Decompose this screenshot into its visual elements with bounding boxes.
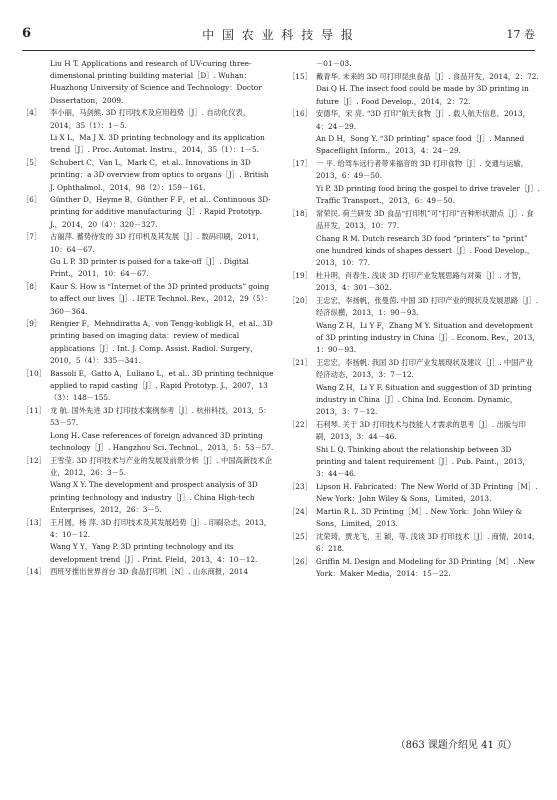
reference-number: ［21］ — [288, 357, 312, 367]
reference-entry — [288, 158, 540, 182]
reference-text: Schubert C，Van L，Mark C，et al.. Innovations in 3D printing：a 3D overview from optics to organs［J］. British J. Ophthalmol.，2014，98（2）：159－161. — [50, 158, 269, 192]
reference-entry — [22, 107, 274, 131]
reference-text: Gu L P. 3D printer is poised for a take-off［J］. Digital Print.，2011，10：64－67. — [50, 257, 249, 279]
reference-number: ［25］ — [288, 531, 312, 541]
reference-entry — [288, 233, 540, 270]
reference-text: 石利琴. 关于 3D 打印技术与技能人才需求的思考［J］. 出版与印刷，2013，3：44－46. — [316, 419, 526, 442]
reference-number: ［19］ — [288, 270, 312, 280]
reference-entry — [22, 132, 274, 156]
reference-entry — [288, 320, 540, 357]
reference-entry — [22, 157, 274, 194]
reference-entry — [288, 444, 540, 481]
reference-text: An D H，Song Y. “3D printing” space food［J］. Manned Spaceflight Inform.，2013，4：24－29. — [316, 134, 525, 156]
reference-text: 戴青华. 未来的 3D 可打印昆虫食品［J］. 食品开发，2014，2：72. — [316, 71, 539, 81]
reference-number: ［4］ — [22, 108, 42, 118]
left-column — [22, 58, 274, 579]
reference-entry — [22, 566, 274, 578]
reference-entry — [288, 481, 540, 505]
reference-entry — [288, 531, 540, 555]
reference-text: Liu H T. Applications and research of UV-curing three-dimensional printing building material［D］. Wuhan：Huazhong University of Science and Technology：Doctor Dissertation，2009. — [50, 59, 262, 105]
reference-entry — [22, 368, 274, 405]
reference-text: 杜升明，肖春生. 浅谈 3D 打印产业发展思路与对策［J］. 才智，2013，4：301－302. — [316, 270, 526, 293]
reference-text: Günther D，Heyme B，Günther F F，et al.. Continuous 3D-printing for additive manufacturing［J］. Rapid Prototyp. J.，2014，20（4）：320－327. — [50, 195, 271, 229]
reference-entry — [288, 357, 540, 381]
reference-entry — [22, 405, 274, 429]
reference-number: ［7］ — [22, 232, 42, 242]
reference-text: Long H. Case references of foreign advanced 3D printing technology［J］. Hangzhou Sci. Technol.，2013，5：53－57. — [50, 430, 274, 452]
reference-text: Rengier F，Mehndiratta A，von Tengg-kobligk H，et al.. 3D printing based on imaging data：review of medical applications［J］. Int. J. Comp. Assist. Radiol. Surgery，2010，5（4）：335－341. — [50, 319, 273, 365]
reference-entry — [288, 208, 540, 232]
reference-entry — [288, 58, 540, 70]
reference-number: ［15］ — [288, 71, 312, 81]
reference-text: Kaur S. How is “Internet of the 3D printed products” going to affect our lives［J］. IETE Technol. Rev.，2012，29（5）：360－364. — [50, 282, 272, 316]
reference-entry — [22, 455, 274, 479]
reference-entry — [288, 83, 540, 107]
reference-entry — [288, 556, 540, 580]
volume-label: 17 卷 — [506, 28, 535, 41]
reference-text: 王忠宏，李扬帆. 我国 3D 打印产业发展现状及建议［J］. 中国产业经济动态，2013，3：7－12. — [316, 357, 534, 380]
reference-entry — [288, 133, 540, 157]
reference-text: Wang Z H，Li Y F. Situation and suggestion of 3D printing industry in China［J］. China Ind. Econom. Dynamic，2013，3：7－12. — [316, 382, 532, 417]
page-number: 6 — [22, 26, 32, 41]
reference-text: 古丽萍. 蓄势待发的 3D 打印机及其发展［J］. 数码印刷，2011，10：64－67. — [50, 232, 264, 254]
reference-entry — [22, 430, 274, 454]
reference-number: ［5］ — [22, 158, 42, 168]
reference-text: －01－03. — [316, 59, 352, 68]
reference-entry — [22, 318, 274, 367]
reference-text: 李小丽，马剑熊. 3D 打印技术及应用趋势［J］. 自动化仪表，2014，35（1）：1－5. — [50, 108, 251, 130]
reference-entry — [288, 506, 540, 530]
reference-text: Yi P. 3D printing food bring the gospel to drive traveler［J］. Traffic Transport.，2013，6：49－50. — [316, 184, 540, 206]
reference-number: ［10］ — [22, 368, 46, 378]
reference-text: Shi L Q. Thinking about the relationship between 3D printing and talent requirement［J］. Pub. Paint.，2013，3：44－46. — [316, 444, 530, 479]
reference-entry — [288, 108, 540, 132]
reference-entry — [22, 194, 274, 231]
header-rule — [22, 50, 535, 51]
reference-entry — [288, 270, 540, 294]
reference-text: Bassoli E，Gatto A，Luliano L，et al.. 3D printing technique applied to rapid casting［J］. Rapid Prototyp. J.，2007，13（3）：148－155. — [50, 368, 274, 402]
page-header — [22, 26, 535, 48]
reference-text: Griffin M. Design and Modeling for 3D Printing［M］. New York：Maker Media，2014：15－22. — [316, 556, 535, 578]
reference-entry — [22, 58, 274, 107]
reference-entry — [288, 419, 540, 443]
reference-entry — [288, 71, 540, 83]
reference-text: Li X L，Ma J X. 3D printing technology and its application trend［J］. Proc. Automat. Instru.，2014，35（1）：1－5. — [50, 133, 265, 155]
reference-number: ［20］ — [288, 295, 312, 305]
reference-text: 龙 航. 国外先进 3D 打印技术案例参考［J］. 杭州科技，2013，5：53－57. — [50, 405, 271, 427]
reference-number: ［8］ — [22, 282, 42, 292]
reference-number: ［24］ — [288, 506, 312, 516]
reference-number: ［18］ — [288, 208, 312, 218]
reference-text: Dai Q H. The insect food could be made by 3D printing in future［J］. Food Develop.，2014，2：72. — [316, 84, 529, 106]
reference-entry — [22, 517, 274, 541]
reference-number: ［9］ — [22, 319, 42, 329]
reference-text: Wang Y Y，Yang P. 3D printing technology and its development trend［J］. Print. Field，2013，4：10－12. — [50, 542, 258, 564]
reference-number: ［11］ — [22, 405, 46, 415]
reference-number: ［13］ — [22, 517, 46, 527]
reference-number: ［22］ — [288, 419, 312, 429]
journal-title: 中 国 农 业 科 技 导 报 — [202, 28, 355, 42]
footer-note: （863 课题介绍见 41 页） — [395, 740, 517, 751]
reference-number: ［6］ — [22, 195, 42, 205]
reference-entry — [22, 231, 274, 255]
reference-entry — [22, 281, 274, 318]
reference-entry — [288, 183, 540, 207]
reference-number: ［14］ — [22, 567, 46, 577]
reference-text: 常荣民. 荷兰研发 3D 食品“打印机”可“打印”百种形状甜点［J］. 食品开发，2013，10：77. — [316, 208, 534, 231]
reference-entry — [22, 479, 274, 516]
right-column — [288, 58, 540, 581]
reference-entry — [288, 382, 540, 419]
reference-text: Wang Z H，Li Y F，Zhang M Y. Situation and development of 3D printing industry in China［J］. Econom. Rev.，2013，1：90－93. — [316, 320, 540, 355]
reference-text: Lipson H. Fabricated：The New World of 3D Printing［M］. New York：John Wiley & Sons，Limited，2013. — [316, 481, 538, 504]
reference-entry — [288, 295, 540, 319]
reference-number: ［26］ — [288, 556, 312, 566]
reference-number: ［16］ — [288, 109, 312, 119]
reference-number: ［23］ — [288, 481, 312, 491]
reference-entry — [22, 256, 274, 280]
reference-text: 安德华，宋 亮. “3D 打印”航天食物［J］. 载人航天信息，2013，4：24－29. — [316, 109, 530, 131]
reference-text: 王雪莹. 3D 打印技术与产业的发展及前景分析［J］. 中国高新技术企业，2012，26：3－5. — [50, 455, 273, 477]
reference-text: 王忠宏，李扬帆，张曼茵. 中国 3D 打印产业的现状及发展思路［J］. 经济纵横，2013，1：90－93. — [316, 295, 539, 318]
reference-text: Martin R L. 3D Printing［M］. New York：John Wiley & Sons，Limited，2013. — [316, 506, 522, 529]
reference-number: ［17］ — [288, 159, 312, 169]
reference-text: 王月圆，杨 萍. 3D 打印技术及其发展趋势［J］. 印刷杂志，2013，4：10－12. — [50, 517, 272, 539]
reference-text: 一 平. 给驾车远行者带来福音的 3D 打印食物［J］. 交通与运输，2013，6：49－50. — [316, 159, 529, 181]
reference-text: Chang R M. Dutch research 3D food “printers” to “print” one hundred kinds of shapes dessert［J］. Food Develop.，2013，10：77. — [316, 233, 535, 268]
reference-number: ［12］ — [22, 455, 46, 465]
reference-text: 西班牙推出世界首台 3D 食品打印机［N］. 山东商报，2014 — [50, 567, 248, 577]
reference-text: 沈荣琦，贾龙飞，王 颖，等. 浅谈 3D 打印技术［J］. 商情，2014，6：218. — [316, 531, 540, 553]
reference-entry — [22, 541, 274, 565]
reference-text: Wang X Y. The development and prospect analysis of 3D printing technology and industry［J］. China High-tech Enterprises，2012，26：3－5. — [50, 480, 258, 514]
